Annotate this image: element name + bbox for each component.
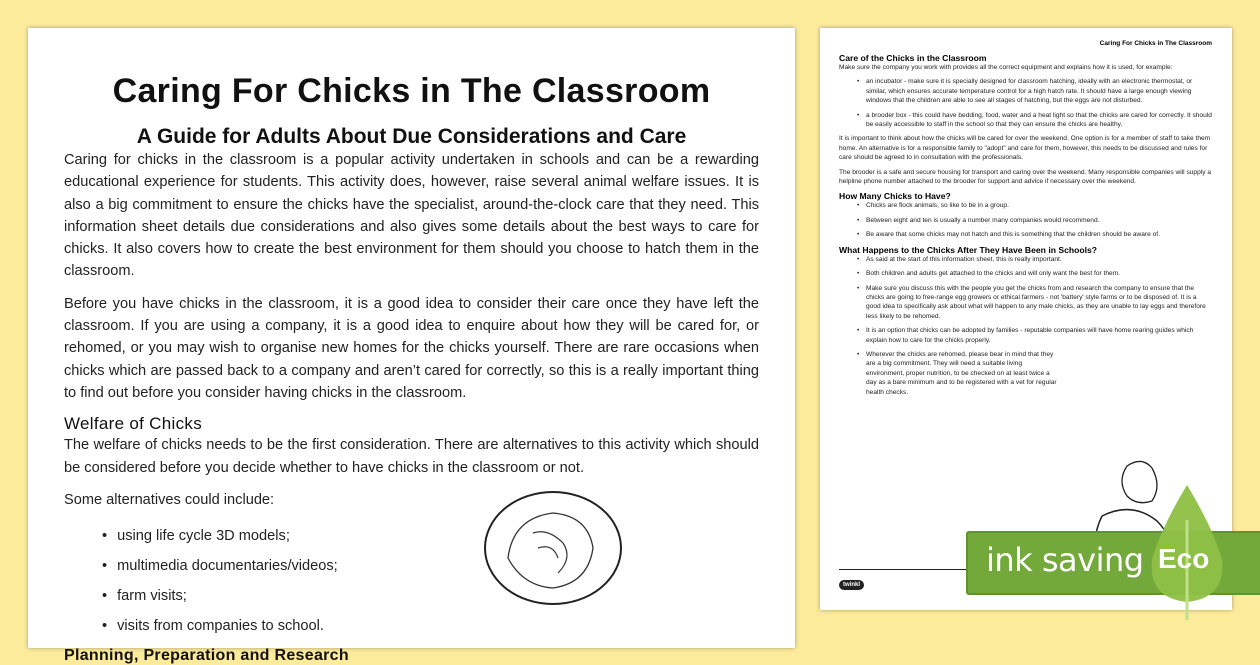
paragraph: Some alternatives could include: xyxy=(64,491,275,508)
section-heading: Planning, Preparation and Research xyxy=(64,647,349,665)
list-item: • Make sure you discuss this with the people you get the chicks from and research the company to ensure that the chicks are going to free-range egg growers or ethical farmers - not 'battery' style farms or to be disposed of. It is a good idea to specifically ask about what will happen to any male chicks, as they are unable to lay eggs and therefore less likely to be rehomed. xyxy=(857,284,1212,322)
care-list xyxy=(857,77,1212,129)
alternatives-list xyxy=(102,521,759,641)
paragraph: Before you have chicks in the classroom, it is a good idea to consider their care once they have left the classroom. If you are using a company, it is a good idea to enquire about how they will be cared for, or rehomed, or you may wish to organise new homes for the chicks yourself. There are rare occasions when chicks which are passed back to a company and aren’t cared for correctly, so this is a really important thing to find out before you consider having chicks in the classroom. xyxy=(64,295,759,401)
list-item: • Both children and adults get attached to the chicks and will only want the best for them. xyxy=(857,269,1212,278)
section-heading: Welfare of Chicks xyxy=(64,414,202,434)
list-item: • Wherever the chicks are rehomed, please bear in mind that they are a big commitment. They will need a suitable living environment, proper nutrition, to be checked on at least twice a day as a bare minimum and to be registered with a vet for regular health checks. xyxy=(857,350,1057,397)
after-list xyxy=(857,255,1212,397)
twinkl-logo: twinkl xyxy=(839,580,864,590)
ink-saving-label: ink saving xyxy=(986,541,1144,579)
eco-label: Eco xyxy=(1158,543,1210,574)
list-item: • Be aware that some chicks may not hatch and this is something that the children should be aware of. xyxy=(857,230,1212,239)
list-item: • farm visits; xyxy=(102,581,759,611)
section-heading: How Many Chicks to Have? xyxy=(839,191,951,202)
section-heading: Care of the Chicks in the Classroom xyxy=(839,53,987,63)
paragraph: It is important to think about how the chicks will be cared for over the weekend. One option is for a member of staff to take them home. An alternative is for a responsible family to "adopt" and care for them, however, this needs to be discussed and rules for care should be agreed to in consultation with the professionals. xyxy=(839,135,1211,162)
page-subtitle: A Guide for Adults About Due Considerations and Care xyxy=(136,125,687,148)
list-item: • a brooder box - this could have bedding, food, water and a heat light so that the chicks are cared for correctly. It should be easily accessible to staff in the school so that they can ensure the chicks are healthy. xyxy=(857,111,1212,130)
paragraph: Make sure the company you work with provides all the correct equipment and explains how it is used, for example: xyxy=(839,64,1173,71)
paragraph: The brooder is a safe and secure housing for transport and caring over the weekend. Many responsible companies will supply a helpline phone number attached to the brooder for support and advice if necessary over the weekend. xyxy=(839,168,1212,186)
list-item: • an incubator - make sure it is specially designed for classroom hatching, ideally with an electronic thermostat, or similar, which ensures accurate temperature control for a high hatch rate. It should have a large enough viewing windows that the children are able to see all stages of hatching, but the eggs are not disturbed. xyxy=(857,77,1212,105)
page-title: Caring For Chicks in The Classroom xyxy=(112,72,711,110)
list-item: • Chicks are flock animals, so like to be in a group. xyxy=(857,201,1212,210)
list-item: • It is an option that chicks can be adopted by families - reputable companies will have home rearing guides which explain how to care for the chicks properly. xyxy=(857,326,1212,345)
document-page-1 xyxy=(28,28,795,665)
list-item: • visits from companies to school. xyxy=(102,611,759,641)
chick-in-egg-illustration xyxy=(478,488,628,608)
list-item: • As said at the start of this information sheet, this is really important. xyxy=(857,255,1212,264)
list-item: • multimedia documentaries/videos; xyxy=(102,551,759,581)
how-many-list xyxy=(857,201,1212,239)
paragraph: The welfare of chicks needs to be the first consideration. There are alternatives to this activity which should be considered before you decide whether to have chicks in the classroom or not. xyxy=(64,437,759,476)
running-header: Caring For Chicks in The Classroom xyxy=(1099,40,1212,47)
list-item: • using life cycle 3D models; xyxy=(102,521,759,551)
section-heading: What Happens to the Chicks After They Have Been in Schools? xyxy=(839,244,1098,255)
list-item: • Between eight and ten is usually a number many companies would recommend. xyxy=(857,216,1212,225)
intro-paragraph: Caring for chicks in the classroom is a popular activity undertaken in schools and can be a rewarding educational experience for students. This activity does, however, raise several animal welfare issues. It is also a big commitment to ensure the chicks have the specialist, around-the-clock care that they need. This information sheet details due considerations and also gives some details about the best ways to care for chicks. It also covers how to create the best environment for them should you choose to hatch them in the classroom. xyxy=(64,152,759,280)
